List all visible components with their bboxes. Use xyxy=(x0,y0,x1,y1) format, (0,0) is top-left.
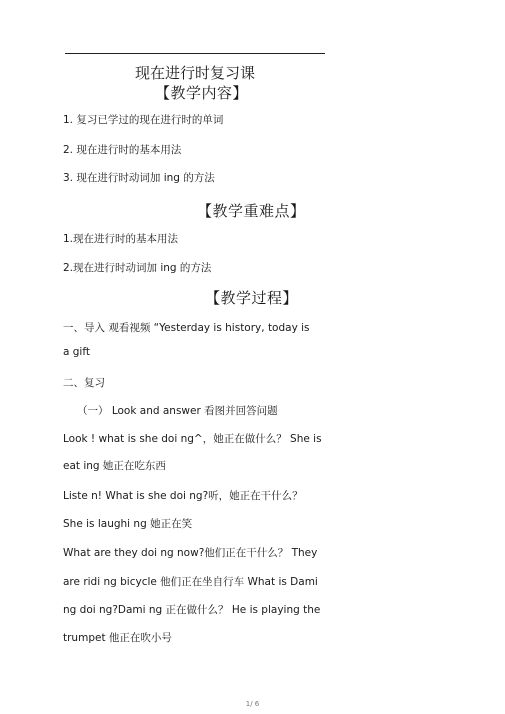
process-line: 一、导入 观看视频 “Yesterday is history, today is xyxy=(63,322,310,334)
process-line: trumpet 他正在吹小号 xyxy=(63,632,172,644)
section-heading-content: 【教学内容】 xyxy=(155,84,249,102)
process-line: Look ! what is she doi ng^，她正在做什么？ She is xyxy=(63,433,322,445)
key-point-item: 2.现在进行时动词加 ing 的方法 xyxy=(63,262,212,274)
process-line: Liste n! What is she doi ng?听，她正在干什么？ xyxy=(63,490,303,502)
key-point-item: 1.现在进行时的基本用法 xyxy=(63,233,179,245)
process-line: What are they doi ng now?他们正在干什么？ They xyxy=(63,547,318,559)
page-number: 1/ 6 xyxy=(245,700,260,708)
process-line: a gift xyxy=(63,346,90,358)
content-item: 2. 现在进行时的基本用法 xyxy=(63,144,182,156)
content-item: 1. 复习已学过的现在进行时的单词 xyxy=(63,114,224,126)
process-line: ng doi ng?Dami ng 正在做什么？ He is playing the xyxy=(63,604,321,616)
content-item: 3. 现在进行时动词加 ing 的方法 xyxy=(63,172,215,184)
document-title: 现在进行时复习课 xyxy=(134,64,255,82)
header-rule xyxy=(65,53,325,54)
process-line: eat ing 她正在吃东西 xyxy=(63,460,166,472)
section-heading-key-points: 【教学重难点】 xyxy=(197,202,306,220)
process-line: 二、复习 xyxy=(63,377,105,389)
process-line: are ridi ng bicycle 他们正在坐自行车 What is Dami xyxy=(63,576,318,588)
process-line: She is laughi ng 她正在笑 xyxy=(63,518,193,530)
process-line: （一） Look and answer 看图并回答问题 xyxy=(77,405,278,417)
section-heading-process: 【教学过程】 xyxy=(205,289,299,307)
